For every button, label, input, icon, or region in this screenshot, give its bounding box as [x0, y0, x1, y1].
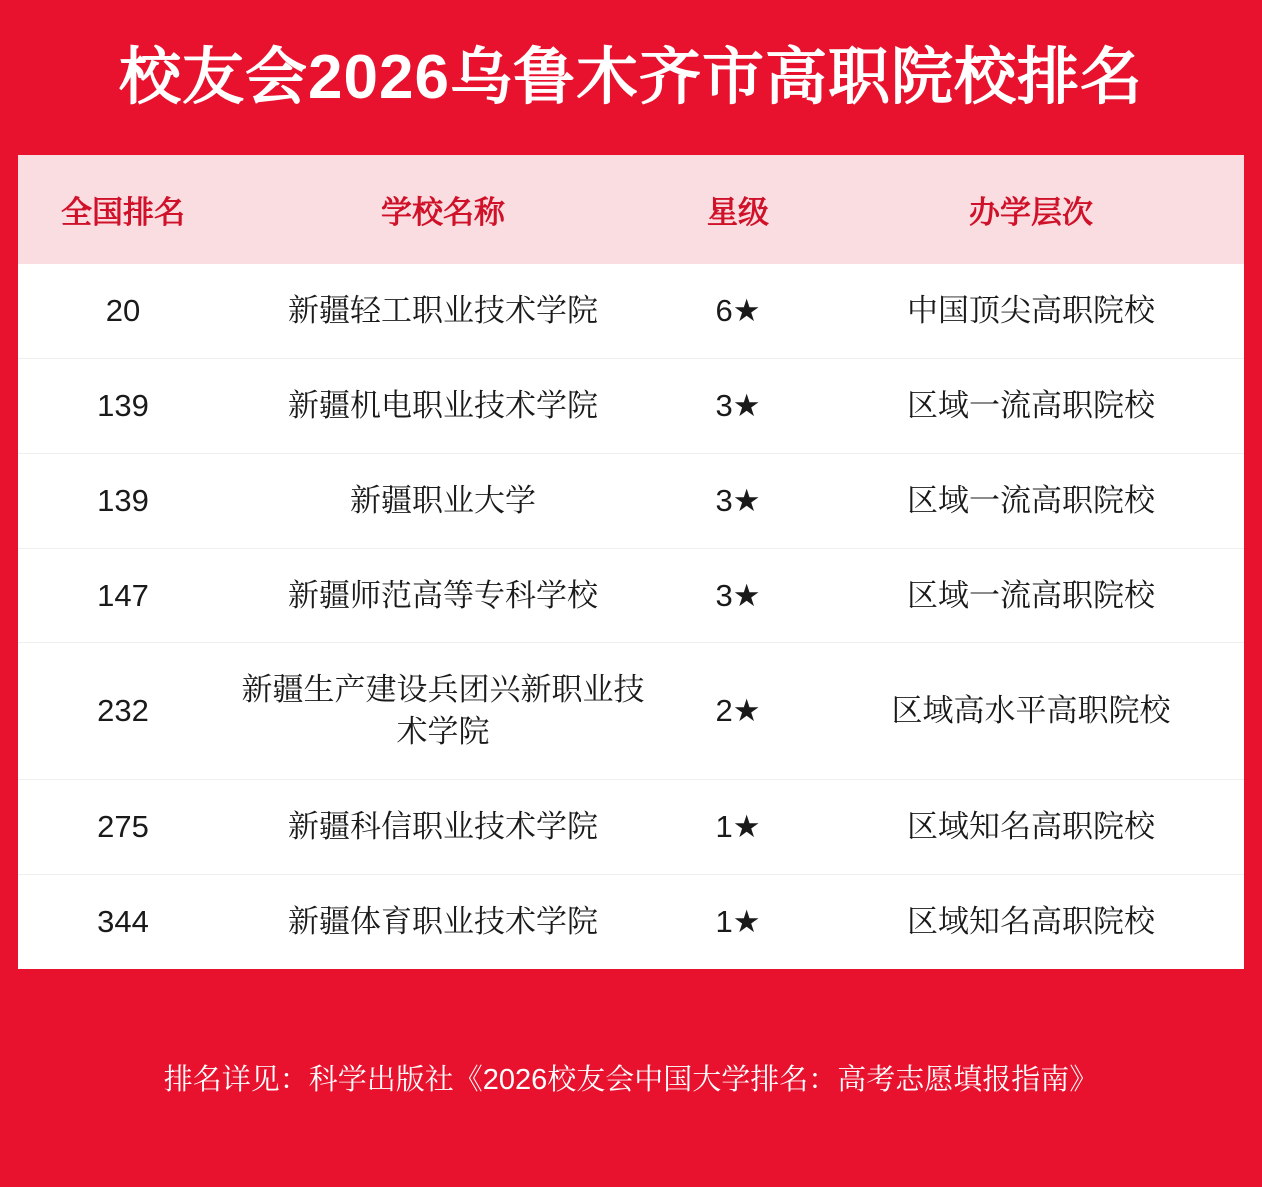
table-row: [18, 780, 1244, 875]
cell-star: 3★: [658, 548, 818, 643]
cell-rank: 139: [18, 453, 228, 548]
column-header-rank: 全国排名: [61, 195, 185, 230]
table-row: [18, 874, 1244, 968]
cell-level: 区域知名高职院校: [907, 903, 1155, 939]
cell-rank: 232: [18, 643, 228, 780]
table-row: [18, 453, 1244, 548]
table-row: [18, 264, 1244, 358]
table-header-row: [18, 155, 1244, 264]
table-row: [18, 358, 1244, 453]
cell-star: 3★: [658, 453, 818, 548]
cell-school-name: 新疆科信职业技术学院: [228, 780, 658, 875]
table-row: [18, 548, 1244, 643]
table-body: [18, 264, 1244, 969]
cell-level: 区域一流高职院校: [818, 548, 1244, 643]
cell-rank: 147: [18, 548, 228, 643]
table-header: [18, 155, 1244, 264]
cell-school-name: 新疆师范高等专科学校: [228, 548, 658, 643]
cell-level: 区域知名高职院校: [818, 780, 1244, 875]
ranking-table: [18, 155, 1244, 969]
cell-level: 区域一流高职院校: [818, 453, 1244, 548]
page-title: 校友会2026乌鲁木齐市高职院校排名: [119, 42, 1143, 112]
cell-star: 6★: [658, 264, 818, 358]
column-header-star: 星级: [707, 195, 769, 230]
column-header-level: 办学层次: [969, 195, 1093, 230]
cell-school-name: 新疆机电职业技术学院: [228, 358, 658, 453]
ranking-table-container: [18, 155, 1244, 969]
cell-rank: 344: [97, 903, 149, 939]
footer-note: 排名详见：科学出版社《2026校友会中国大学排名：高考志愿填报指南》: [163, 1064, 1099, 1097]
cell-rank: 139: [18, 358, 228, 453]
cell-school-name: 新疆职业大学: [228, 453, 658, 548]
column-header-school-name: 学校名称: [381, 195, 505, 230]
cell-rank: 20: [18, 264, 228, 358]
page-footer: [0, 969, 1262, 1187]
cell-star: 1★: [715, 903, 761, 939]
cell-school-name: 新疆体育职业技术学院: [288, 903, 598, 939]
cell-star: 3★: [658, 358, 818, 453]
cell-star: 1★: [658, 780, 818, 875]
table-row: [18, 643, 1244, 780]
cell-level: 区域高水平高职院校: [818, 643, 1244, 780]
cell-level: 中国顶尖高职院校: [818, 264, 1244, 358]
page-header: [0, 0, 1262, 155]
cell-school-name: 新疆轻工职业技术学院: [228, 264, 658, 358]
cell-school-name: 新疆生产建设兵团兴新职业技术学院: [228, 643, 658, 780]
cell-rank: 275: [18, 780, 228, 875]
cell-star: 2★: [658, 643, 818, 780]
cell-level: 区域一流高职院校: [818, 358, 1244, 453]
